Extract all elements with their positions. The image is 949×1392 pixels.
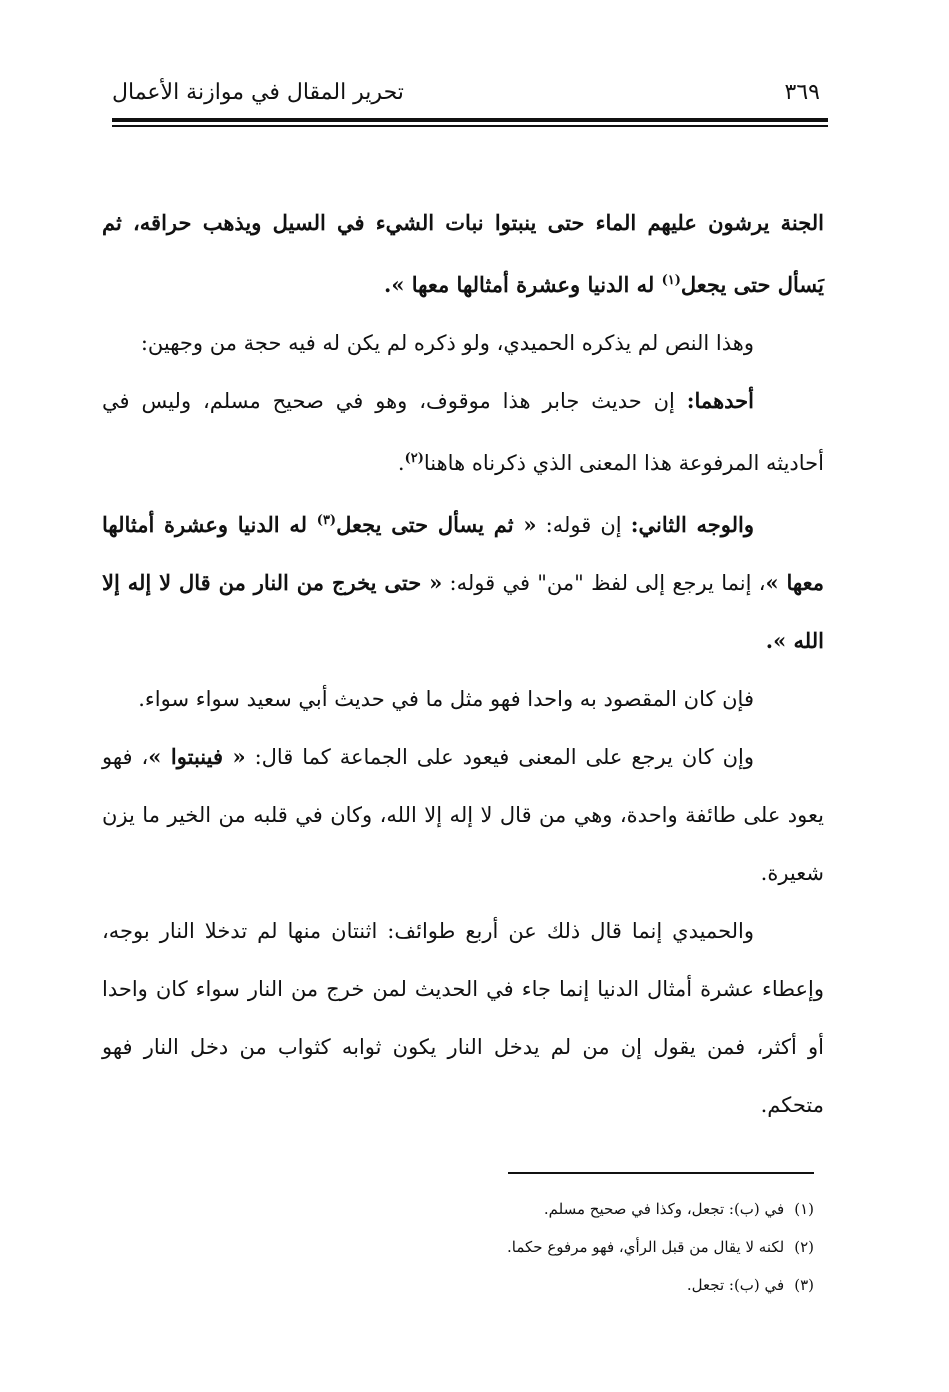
- page-number: ٣٦٩: [784, 80, 820, 105]
- text-run: ، إنما يرجع إلى لفظ "من" في قوله:: [442, 571, 766, 595]
- text-run: أحدهما:: [686, 388, 754, 413]
- text-run: والحميدي إنما قال ذلك عن أربع طوائف: اثنتان منها لم تدخلا النار بوجه، وإعطاء عشرة أمثال الدنيا إنما جاء في الحديث لمن خرج من النار سواء كان واحدا أو أكثر، فمن يقول إن من لم يدخل النار يكون ثوابه كثواب من دخل النار فهو متحكم.: [102, 919, 824, 1117]
- paragraph: [102, 728, 824, 902]
- footnote-ref: (٣): [316, 513, 337, 528]
- footnote-text: لكنه لا يقال من قبل الرأي، فهو مرفوع حكما.: [507, 1238, 785, 1256]
- header-rule-thick: [112, 118, 828, 122]
- running-title: تحرير المقال في موازنة الأعمال: [112, 80, 404, 105]
- header-rule-thin: [112, 125, 828, 127]
- footnote-number: (٢): [794, 1238, 814, 1256]
- footnotes: [300, 1190, 814, 1304]
- text-run: « حتى يخرج من النار من قال لا إله إلا الله ».: [102, 570, 824, 653]
- footnote-number: (١): [794, 1200, 814, 1218]
- text-run: ، فهو يعود على طائفة واحدة، وهي من قال لا إله إلا الله، وكان في قلبه من الخير ما يزن شعيرة.: [102, 745, 824, 885]
- footnote: [300, 1190, 814, 1228]
- text-run: « فينبتوا »: [148, 744, 246, 769]
- footnote-text: في (ب): تجعل.: [686, 1276, 785, 1294]
- paragraph: [102, 670, 824, 728]
- paragraph: [102, 492, 824, 670]
- footnote-separator: [508, 1172, 814, 1174]
- text-run: .: [397, 451, 405, 475]
- footnote-ref: (٢): [404, 451, 424, 466]
- text-run: فإن كان المقصود به واحدا فهو مثل ما في حديث أبي سعيد سواء سواء.: [138, 687, 754, 711]
- text-run: والوجه الثاني:: [630, 512, 755, 537]
- paragraph: [102, 372, 824, 492]
- footnote: [300, 1266, 814, 1304]
- footnote-number: (٣): [794, 1276, 814, 1294]
- text-run: إن حديث جابر هذا موقوف، وهو في صحيح مسلم، وليس في أحاديثه المرفوعة هذا المعنى الذي ذكرناه هاهنا: [102, 389, 824, 475]
- text-run: إن قوله:: [536, 513, 631, 537]
- main-text: [102, 194, 824, 1134]
- footnote-text: في (ب): تجعل، وكذا في صحيح مسلم.: [543, 1200, 785, 1218]
- text-run: له الدنيا وعشرة أمثالها معها »: [102, 512, 824, 595]
- paragraph: [102, 194, 824, 314]
- text-run: وهذا النص لم يذكره الحميدي، ولو ذكره لم يكن له فيه حجة من وجهين:: [140, 331, 754, 355]
- text-run: « ثم يسأل حتى يجعل: [336, 512, 537, 537]
- footnote-ref: (١): [661, 273, 681, 288]
- text-run: الجنة يرشون عليهم الماء حتى ينبتوا نبات الشيء في السيل ويذهب حراقه، ثم يَسأل حتى يجعل: [102, 210, 824, 297]
- text-run: له الدنيا وعشرة أمثالها معها ».: [384, 272, 662, 297]
- paragraph: [102, 902, 824, 1134]
- running-header: [112, 78, 826, 116]
- text-run: وإن كان يرجع على المعنى فيعود على الجماعة كما قال:: [245, 745, 754, 769]
- paragraph: [102, 314, 824, 372]
- footnote: [300, 1228, 814, 1266]
